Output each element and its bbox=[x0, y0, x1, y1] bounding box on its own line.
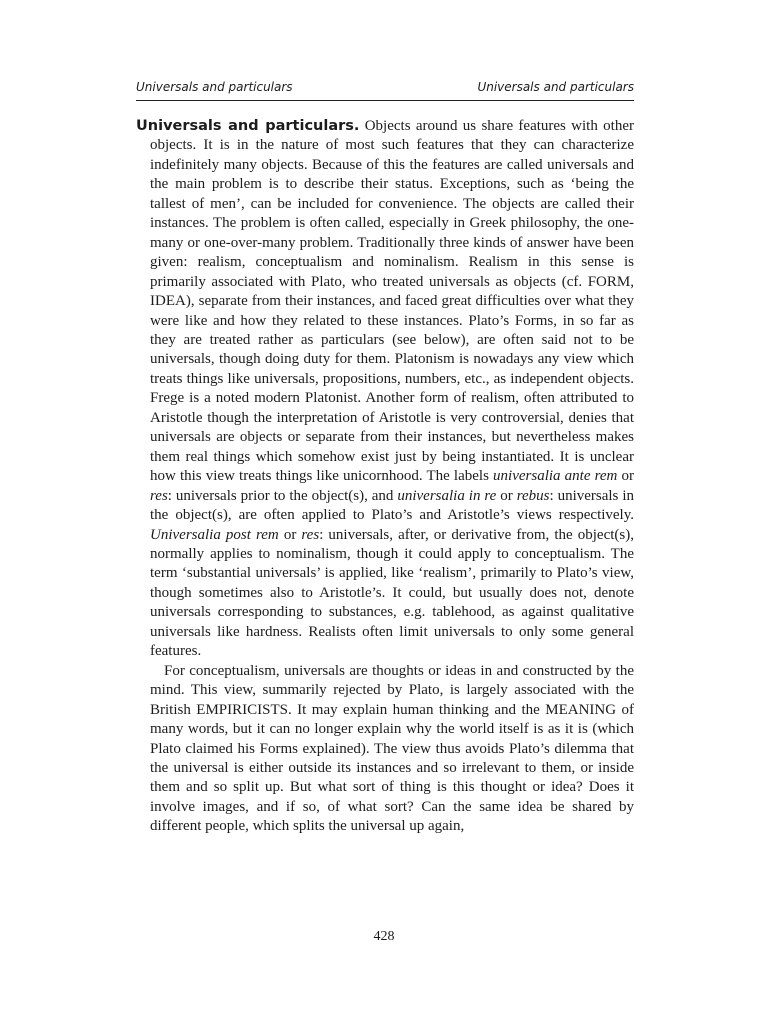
latin-term: universalia in re bbox=[397, 487, 497, 504]
latin-term: universalia ante rem bbox=[493, 468, 618, 485]
entry-paragraph-1 bbox=[136, 117, 634, 662]
latin-term: res bbox=[150, 487, 168, 504]
text-run: : universals, after, or derivative from, the object(s), normally applies to nominalism, though it could apply to conceptualism. The term ‘substantial universals’ is applied, like ‘realism’, primarily to Plato’s view, though sometimes also to Aristotle’s. It could, but usually does not, denote universals corresponding to substances, e.g. tablehood, as against qualitative universals like hardness. Realists often limit universals to only some general features. bbox=[150, 526, 634, 660]
entry-body bbox=[136, 117, 634, 837]
latin-term: Universalia post rem bbox=[150, 526, 279, 543]
latin-term: rebus bbox=[516, 487, 550, 504]
running-header-right: Universals and particulars bbox=[477, 80, 634, 94]
running-header bbox=[136, 80, 634, 94]
text-run: or bbox=[617, 468, 634, 485]
page-number: 428 bbox=[373, 929, 395, 944]
text-run: or bbox=[278, 526, 302, 543]
text-run: : universals in the object(s), are often applied to Plato’s and Aristotle’s views respectively. bbox=[150, 487, 634, 524]
header-rule bbox=[136, 100, 634, 101]
entry-paragraph-2: For conceptualism, universals are thoughts or ideas in and constructed by the mind. This view, summarily rejected by Plato, is largely associated with the British EMPIRICISTS. It may explain human thinking and the MEANING of many words, but it can no longer explain why the world itself is as it is (which Plato claimed his Forms explained). The view thus avoids Plato’s dilemma that the universal is either outside its instances and so irrelevant to them, or inside them and so split up. But what sort of thing is this thought or idea? Does it involve images, and if so, of what sort? Can the same idea be shared by different people, which splits the universal up again, bbox=[150, 662, 634, 835]
latin-term: res bbox=[301, 526, 320, 543]
entry-headword: Universals and particulars. bbox=[136, 118, 360, 134]
running-header-left: Universals and particulars bbox=[136, 80, 293, 94]
text-run: Objects around us share features with other objects. It is in the nature of most such features that they can characterize indefinitely many objects. Because of this the features are called universals and the main problem is to describe their status. Exceptions, such as ‘being the tallest of men’, can be included for convenience. The objects are called their instances. The problem is often called, especially in Greek philosophy, the one-many or one-over-many problem. Traditionally three kinds of answer have been given: realism, conceptualism and nominalism. Realism in this sense is primarily associated with Plato, who treated universals as objects (cf. FORM, IDEA), separate from their instances, and faced great difficulties over what they were like and how they related to these instances. Plato’s Forms, in so far as they are treated rather as particulars (see below), are often said not to be universals, though doing duty for them. Platonism is nowadays any view which treats things like universals, propositions, numbers, etc., as independent objects. Frege is a noted modern Platonist. Another form of realism, often attributed to Aristotle though the interpretation of Aristotle is very controversial, denies that universals are objects or separate from their instances, but nevertheless makes them real things which somehow exist just by being instantiated. It is unclear how this view treats things like unicornhood. The labels bbox=[150, 118, 634, 485]
text-run: : universals prior to the object(s), and bbox=[167, 487, 398, 504]
text-run: or bbox=[496, 487, 517, 504]
